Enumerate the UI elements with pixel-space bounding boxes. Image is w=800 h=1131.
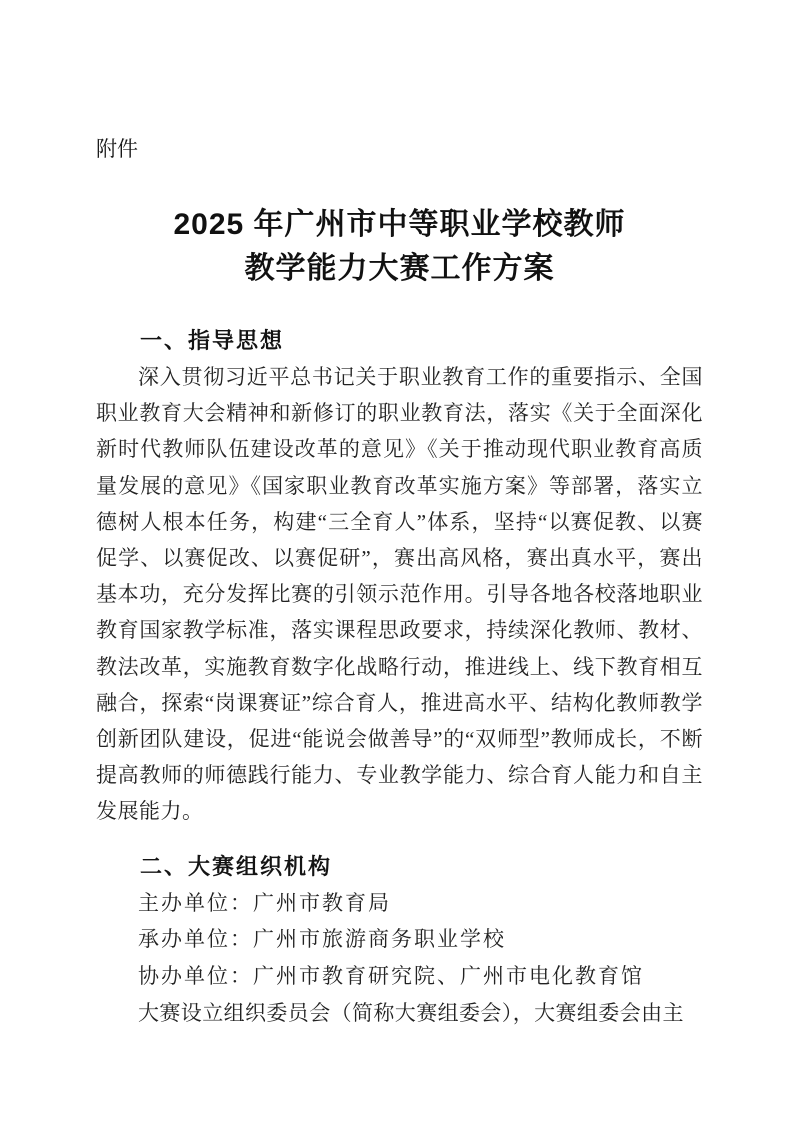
section-1-paragraph: 深入贯彻习近平总书记关于职业教育工作的重要指示、全国职业教育大会精神和新修订的职业教育法，落实《关于全面深化新时代教师队伍建设改革的意见》《关于推动现代职业教育高质量发展的意见》《国家职业教育改革实施方案》等部署，落实立德树人根本任务，构建“三全育人”体系，坚持“以赛促教、以赛促学、以赛促改、以赛促研”，赛出高风格，赛出真水平，赛出基本功，充分发挥比赛的引领示范作用。引导各地各校落地职业教育国家教学标准，落实课程思政要求，持续深化教师、教材、教法改革，实施教育数字化战略行动，推进线上、线下教育相互融合，探索“岗课赛证”综合育人，推进高水平、结构化教师教学创新团队建设，促进“能说会做善导”的“双师型”教师成长，不断提高教师的师德践行能力、专业教学能力、综合育人能力和自主发展能力。: [96, 365, 703, 824]
section-1-heading: 一、指导思想: [140, 328, 285, 353]
document-title-line-2: 教学能力大赛工作方案: [244, 252, 555, 285]
attachment-label: 附件: [96, 138, 138, 161]
committee-intro-line: 大赛设立组织委员会（简称大赛组委会），大赛组委会由主: [138, 1000, 684, 1025]
organizer-line-undertaker: 承办单位：广州市旅游商务职业学校: [138, 927, 506, 952]
section-2-heading: 二、大赛组织机构: [140, 853, 333, 879]
document-title: [96, 203, 703, 291]
organizer-line-coorganizer: 协办单位：广州市教育研究院、广州市电化教育馆: [138, 964, 644, 989]
document-title-line-1: 2025 年广州市中等职业学校教师: [173, 208, 626, 241]
organizer-line-host: 主办单位：广州市教育局: [138, 890, 391, 915]
